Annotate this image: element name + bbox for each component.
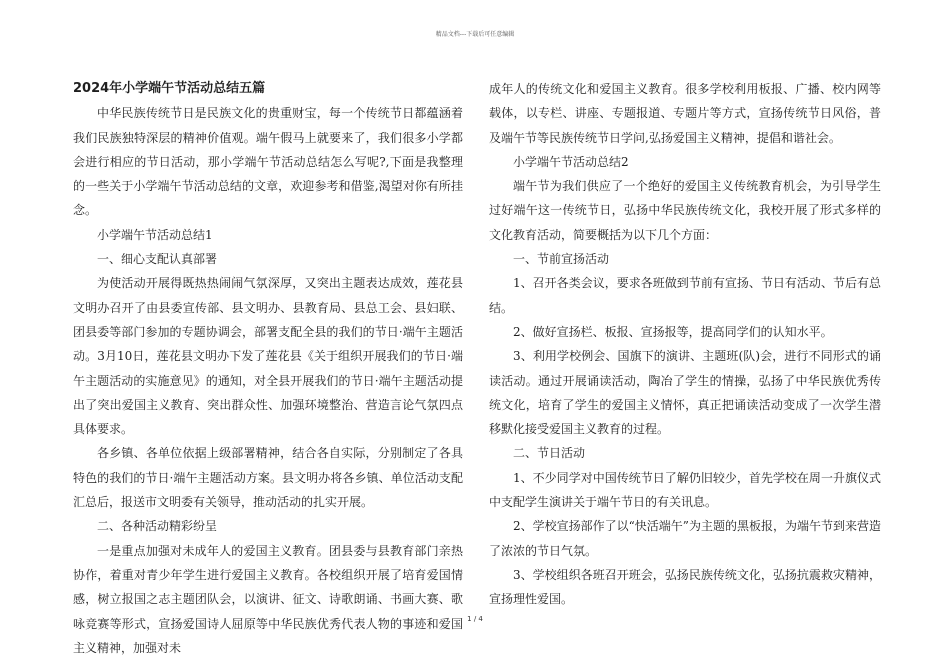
header-note: 精品文档---下载后可任意编辑 xyxy=(435,31,515,38)
paragraph: 为使活动开展得既热热闹闹气氛深厚，又突出主题表达成效，莲花县文明办召开了由县委宣传部、县文明办、县教育局、县总工会、县妇联、团县委等部门参加的专题协调会，部署支配全县的我们的节日·端午主题活动。3月10日，莲花县文明办下发了莲花县《关于组织开展我们的节日·端午主题活动的实施意见》的通知，对全县开展我们的节日·端午主题活动提出了突出爱国主义教育、突出群众性、加强环境整治、营造言论气氛四点具体要求。 xyxy=(73,276,463,437)
paragraph: 二、节日活动 xyxy=(513,446,586,461)
paragraph: 一、节前宣扬活动 xyxy=(513,252,610,267)
paragraph: 1、召开各类会议，要求各班做到节前有宣扬、节日有活动、节后有总结。 xyxy=(489,276,881,315)
paragraph: 2、学校宣扬部作了以“快活端午”为主题的黑板报，为端午节到来营造了浓浓的节日气氛。 xyxy=(489,519,881,558)
right-column xyxy=(489,77,881,612)
page-number: 1 / 4 xyxy=(467,615,483,623)
paragraph: 2、做好宣扬栏、板报、宣扬报等，提高同学们的认知水平。 xyxy=(513,324,833,339)
left-column xyxy=(73,77,463,660)
paragraph: 3、利用学校例会、国旗下的演讲、主题班(队)会，进行不同形式的诵读活动。通过开展诵读活动，陶冶了学生的情操，弘扬了中华民族优秀传统文化，培育了学生的爱国主义情怀，真正把诵读活动变成了一次学生潜移默化接受爱国主义教育的过程。 xyxy=(489,349,881,437)
paragraph: 3、学校组织各班召开班会，弘扬民族传统文化，弘扬抗震救灾精神，宣扬理性爱国。 xyxy=(489,567,881,607)
paragraph: 成年人的传统文化和爱国主义教育。很多学校利用板报、广播、校内网等载体，以专栏、讲座、专题报道、专题片等方式，宣扬传统节日风俗，普及端午节等民族传统节日学问,弘扬爱国主义精神，提倡和谐社会。 xyxy=(489,82,881,145)
paragraph: 小学端午节活动总结1 xyxy=(97,227,213,242)
paragraph: 一是重点加强对未成年人的爱国主义教育。团县委与县教育部门亲热协作，着重对青少年学生进行爱国主义教育。各校组织开展了培育爱国情感，树立报国之志主题团队会，以演讲、征文、诗歌朗诵、书画大赛、歌咏竞赛等形式，宣扬爱国诗人屈原等中华民族优秀代表人物的事迹和爱国主义精神，加强对未 xyxy=(73,543,463,655)
document-title: 2024年小学端午节活动总结五篇 xyxy=(73,81,266,96)
paragraph: 一、细心支配认真部署 xyxy=(97,252,218,267)
paragraph: 1、不少同学对中国传统节日了解仍旧较少，首先学校在周一升旗仪式中支配学生演讲关于端午节日的有关讯息。 xyxy=(489,470,881,510)
paragraph: 中华民族传统节日是民族文化的贵重财宝，每一个传统节日都蕴涵着我们民族独特深层的精神价值观。端午假马上就要来了，我们很多小学都会进行相应的节日活动，那小学端午节活动总结怎么写呢?,下面是我整理的一些关于小学端午节活动总结的文章，欢迎参考和借鉴,渴望对你有所挂念。 xyxy=(73,106,463,218)
paragraph: 端午节为我们供应了一个绝好的爱国主义传统教育机会，为引导学生过好端午这一传统节日，弘扬中华民族传统文化，我校开展了形式多样的文化教育活动，简要概括为以下几个方面： xyxy=(489,179,881,242)
paragraph: 各乡镇、各单位依据上级部署精神，结合各自实际，分别制定了各具特色的我们的节日·端午主题活动方案。县文明办将各乡镇、单位活动支配汇总后，报送市文明委有关领导，推动活动的扎实开展。 xyxy=(73,446,463,510)
paragraph: 小学端午节活动总结2 xyxy=(513,154,629,169)
paragraph: 二、各种活动精彩纷呈 xyxy=(97,519,218,534)
